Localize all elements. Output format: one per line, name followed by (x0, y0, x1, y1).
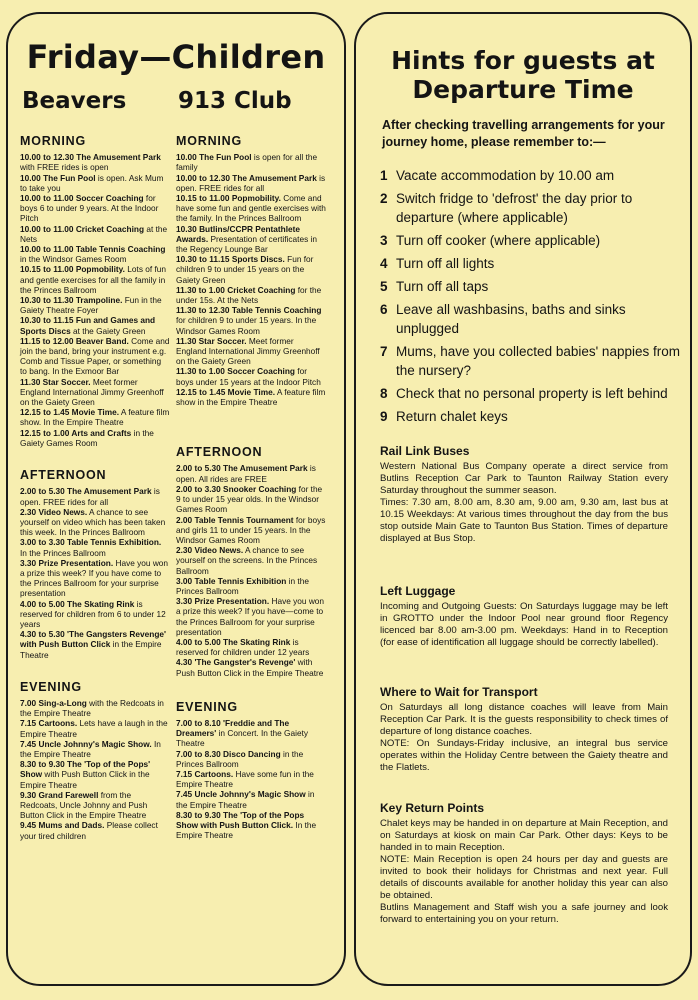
entry-time-title: 11.30 to 1.00 Soccer Coaching (176, 366, 295, 377)
schedule-entry (20, 315, 170, 335)
schedule-entry (176, 515, 326, 546)
schedule-entry (176, 769, 326, 789)
key-return-section (380, 802, 668, 926)
schedule-entry (20, 336, 170, 377)
entry-description: for the 9 to under 15 year olds. In the Windsor Games Room (176, 483, 323, 515)
wait-note: NOTE: On Sundays-Friday inclusive, an integral bus service operates within the Holiday Centre between the Gaiety theatre and the Flatlets. (380, 738, 668, 773)
entry-description: Lets have a laugh in the Empire Theatre (20, 718, 168, 739)
entry-time-title: 10.00 to 11.00 Soccer Coaching (20, 193, 144, 204)
schedule-entry (20, 224, 170, 244)
entry-time-title: 2.00 to 3.30 Snooker Coaching (176, 483, 297, 494)
schedule-entry (20, 428, 170, 448)
schedule-entry (176, 366, 326, 386)
entry-time-title: 4.00 to 5.00 The Skating Rink (176, 636, 291, 647)
checklist-number: 6 (380, 302, 388, 317)
schedule-entry (20, 244, 170, 264)
entry-description: Please collect your tired children (20, 820, 158, 841)
schedule-entry (176, 484, 326, 515)
key-heading: Key Return Points (380, 801, 485, 815)
entry-time-title: 9.45 Mums and Dads. (20, 820, 105, 831)
entry-description: is open. FREE rides for all (176, 172, 326, 193)
entry-time-title: 11.30 to 1.00 Cricket Coaching (176, 284, 296, 295)
schedule-entry (20, 152, 170, 172)
entry-description: in the Empire Theatre (20, 639, 162, 660)
entry-time-title: 8.30 to 9.30 The 'Top of the Pops' Show (20, 759, 151, 780)
beavers-column (20, 130, 170, 841)
checklist-number: 2 (380, 191, 388, 206)
entry-time-title: 10.00 to 12.30 The Amusement Park (176, 172, 317, 183)
hints-title (356, 46, 690, 104)
checklist-number: 5 (380, 279, 388, 294)
schedule-entry (176, 387, 326, 407)
entry-description: In the Empire Theatre (176, 819, 317, 841)
entry-time-title: 8.30 to 9.30 The 'Top of the Pops Show with Push Button Click. (176, 809, 305, 830)
entry-description: with the Redcoats in the Empire Theatre (20, 697, 164, 719)
checklist-item (380, 384, 680, 403)
entry-description: at the Nets (20, 223, 168, 244)
schedule-entry (20, 537, 170, 557)
entry-description: Come and join the band, bring your instrument e.g. Comb and Tissue Paper, or something to bang. In the Exmoor Bar (20, 335, 170, 377)
entry-description: In the Empire Theatre (20, 738, 161, 759)
entry-description: in the Gaiety Games Room (20, 427, 154, 448)
beavers-morning-heading: MORNING (20, 134, 87, 148)
schedule-entry (176, 305, 326, 336)
entry-description: Have you won a prize this week? If you have—come to the Princes Ballroom for your surprise presentation (176, 596, 325, 637)
schedule-entry (176, 224, 326, 255)
entry-time-title: 4.30 'The Gangster's Revenge' (176, 657, 296, 668)
entry-description: in the Princes Ballroom (176, 575, 309, 596)
entry-description: with FREE rides is open (20, 162, 109, 173)
entry-description: with Push Button Click in the Empire Theatre (20, 769, 150, 790)
schedule-entry (176, 657, 326, 677)
club-column (176, 130, 326, 840)
entry-time-title: 2.30 Video News. (176, 545, 244, 556)
checklist-number: 8 (380, 386, 388, 401)
entry-time-title: 12.15 to 1.00 Arts and Crafts (20, 427, 132, 438)
club-afternoon-heading: AFTERNOON (176, 445, 263, 460)
checklist-item (380, 342, 680, 380)
entry-description: in Concert. In the Gaiety Theatre (176, 728, 309, 749)
club-evening-heading: EVENING (176, 699, 238, 714)
entry-description: is open for all the family (176, 152, 318, 173)
checklist-item (380, 407, 680, 426)
checklist-text: Turn off all taps (396, 279, 489, 294)
schedule-entry (176, 285, 326, 305)
hints-title-line1: Hints for guests at (391, 46, 655, 75)
checklist-item (380, 231, 680, 250)
checklist-item (380, 300, 680, 338)
rail-text: Western National Bus Company operate a direct service from Butlins Reception Car Park to Taunton Railway Station every Saturday throughout the summer season. (380, 461, 668, 496)
entry-description: Presentation of certificates in the Regency Lounge Bar (176, 233, 317, 255)
left-luggage-section (380, 585, 668, 649)
checklist-text: Turn off all lights (396, 256, 495, 271)
schedule-entry (176, 545, 326, 576)
entry-time-title: 10.30 Butlins/CCPR Pentathlete Awards. (176, 223, 301, 244)
entry-description: for children 9 to under 15 years. In the Windsor Games Room (176, 315, 317, 336)
entry-time-title: 10.30 to 11.15 Sports Discs. (176, 254, 285, 265)
hints-title-line2: Departure Time (412, 75, 634, 104)
entry-time-title: 3.30 Prize Presentation. (176, 596, 270, 607)
entry-description: in the Windsor Games Room (20, 254, 127, 265)
schedule-entry (176, 596, 326, 637)
schedule-entry (176, 173, 326, 193)
entry-time-title: 2.30 Video News. (20, 506, 88, 517)
entry-time-title: 7.15 Cartoons. (20, 718, 78, 729)
entry-description: Meet former England International Jimmy Greenhoff on the Gaiety Green (20, 376, 164, 408)
entry-time-title: 7.00 Sing-a-Long (20, 697, 87, 708)
schedule-entry (176, 254, 326, 285)
entry-description: In the Princes Ballroom (20, 547, 106, 558)
departure-hints-panel (354, 12, 692, 986)
page-title: Friday—Children (26, 38, 326, 76)
entry-time-title: 7.45 Uncle Johnny's Magic Show. (20, 738, 152, 749)
entry-time-title: 7.45 Uncle Johnny's Magic Show (176, 789, 306, 800)
checklist-number: 1 (380, 168, 388, 183)
rail-heading: Rail Link Buses (380, 444, 470, 458)
hints-intro: After checking travelling arrangements for your journey home, please remember to:— (382, 118, 665, 149)
wait-heading: Where to Wait for Transport (380, 685, 538, 699)
entry-time-title: 10.30 to 11.30 Trampoline. (20, 295, 123, 306)
entry-description: in the Princes Ballroom (176, 748, 304, 769)
entry-time-title: 9.30 Grand Farewell (20, 789, 99, 800)
entry-description: is reserved for children from 6 to under 12 years (20, 598, 166, 629)
checklist-number: 7 (380, 344, 388, 359)
schedule-entry (176, 463, 326, 483)
checklist-item (380, 189, 680, 227)
entry-time-title: 10.00 The Fun Pool (176, 152, 252, 163)
club-heading: 913 Club (178, 88, 292, 114)
schedule-entry (20, 507, 170, 538)
entry-description: is open. Ask Mum to take you (20, 172, 164, 193)
schedule-entry (176, 749, 326, 769)
entry-description: Have some fun in the Empire Theatre (176, 768, 314, 790)
schedule-entry (20, 759, 170, 790)
entry-description: in the Empire Theatre (176, 789, 315, 810)
checklist-text: Vacate accommodation by 10.00 am (396, 168, 615, 183)
schedule-entry (20, 377, 170, 408)
club-morning-list (176, 152, 326, 407)
entry-time-title: 3.30 Prize Presentation. (20, 557, 114, 568)
entry-description: is open. FREE rides for all (20, 486, 160, 507)
entry-time-title: 7.15 Cartoons. (176, 768, 234, 779)
entry-time-title: 10.00 The Fun Pool (20, 172, 96, 183)
schedule-entry (20, 820, 170, 840)
entry-time-title: 10.00 to 12.30 The Amusement Park (20, 152, 161, 163)
entry-description: Fun in the Gaiety Theatre Foyer (20, 295, 162, 316)
schedule-entry (176, 810, 326, 841)
schedule-entry (176, 637, 326, 657)
schedule-entry (20, 486, 170, 506)
schedule-entry (20, 718, 170, 738)
schedule-entry (20, 407, 170, 427)
beavers-afternoon-heading: AFTERNOON (20, 468, 107, 483)
beavers-evening-list (20, 698, 170, 841)
entry-description: for boys and girls 11 to under 15 years. In the Windsor Games Room (176, 514, 326, 545)
rail-link-section (380, 445, 668, 545)
entry-time-title: 2.00 Table Tennis Tournament (176, 514, 294, 525)
entry-time-title: 11.15 to 12.00 Beaver Band. (20, 335, 129, 346)
checklist-item (380, 254, 680, 273)
entry-time-title: 7.00 to 8.10 'Freddie and The Dreamers' (176, 717, 290, 739)
entry-description: for boys 6 to under 9 years. At the Indoor Pitch (20, 193, 159, 224)
checklist-number: 4 (380, 256, 388, 271)
key-farewell: Butlins Management and Staff wish you a safe journey and look forward to entertaining you on your return. (380, 902, 668, 925)
checklist-text: Check that no personal property is left behind (396, 386, 668, 401)
checklist-text: Leave all washbasins, baths and sinks unplugged (396, 302, 626, 336)
beavers-heading: Beavers (22, 88, 127, 114)
schedule-entry (176, 336, 326, 367)
schedule-entry (20, 264, 170, 295)
entry-description: for the under 15s. At the Nets (176, 284, 322, 306)
entry-time-title: 12.15 to 1.45 Movie Time. (176, 386, 275, 397)
entry-time-title: 3.00 Table Tennis Exhibition (176, 575, 287, 586)
entry-description: from the Redcoats, Uncle Johnny and Push Button Click in the Empire Theatre (20, 789, 148, 821)
schedule-entry (176, 193, 326, 224)
schedule-entry (20, 193, 170, 224)
schedule-entry (176, 718, 326, 749)
entry-description: A feature film show. In the Empire Theatre (20, 407, 170, 428)
schedule-entry (20, 790, 170, 821)
schedule-entry (176, 789, 326, 809)
schedule-entry (20, 558, 170, 599)
entry-description: Have you won a prize this week? If you have come to the Princes Ballroom for your surprise presentation (20, 557, 169, 599)
entry-time-title: 3.00 to 3.30 Table Tennis Exhibition. (20, 537, 162, 548)
club-evening-list (176, 718, 326, 840)
entry-description: at the Gaiety Green (70, 325, 146, 336)
entry-description: A chance to see yourself on video which has been taken this week. In the Princes Ballroom (20, 506, 166, 538)
entry-description: is open. All rides are FREE (176, 463, 316, 484)
club-afternoon-list (176, 463, 326, 677)
entry-time-title: 2.00 to 5.30 The Amusement Park (20, 486, 152, 497)
schedule-entry (176, 152, 326, 172)
schedule-entry (176, 576, 326, 596)
departure-checklist (380, 166, 680, 430)
children-schedule-panel (6, 12, 346, 986)
entry-time-title: 2.00 to 5.30 The Amusement Park (176, 463, 308, 474)
wait-text: On Saturdays all long distance coaches will leave from Main Reception Car Park. It is the guests responsibility to check times of departure of long distance coaches. (380, 702, 668, 737)
checklist-item (380, 166, 680, 185)
entry-description: for boys under 15 years at the Indoor Pitch (176, 366, 321, 387)
checklist-text: Return chalet keys (396, 409, 508, 424)
entry-time-title: 11.30 Star Soccer. (20, 376, 91, 387)
entry-description: is reserved for children under 12 years (176, 636, 310, 658)
schedule-entry (20, 629, 170, 660)
entry-time-title: 7.00 to 8.30 Disco Dancing (176, 748, 281, 759)
checklist-number: 3 (380, 233, 388, 248)
entry-description: Lots of fun and gentle exercises for all the family in the Princes Ballroom (20, 264, 167, 295)
beavers-morning-list (20, 152, 170, 448)
checklist-text: Turn off cooker (where applicable) (396, 233, 601, 248)
entry-time-title: 11.30 Star Soccer. (176, 335, 247, 346)
entry-time-title: 4.30 to 5.30 'The Gangsters Revenge' with Push Button Click (20, 629, 166, 650)
entry-time-title: 10.30 to 11.15 Fun and Games and Sports Discs (20, 315, 156, 336)
schedule-entry (20, 698, 170, 718)
key-note: NOTE: Main Reception is open 24 hours per day and guests are invited to book their holidays for Christmas and next year. Full details of discounts available for another holiday this year can also be obtained. (380, 854, 668, 901)
schedule-entry (20, 173, 170, 193)
entry-description: A feature film show in the Empire Theatre (176, 386, 326, 408)
entry-description: Meet former England International Jimmy Greenhoff on the Gaiety Green (176, 335, 320, 367)
rail-times: Times: 7.30 am, 8.00 am, 8.30 am, 9.00 am, 9.30 am, last bus at 10.15 Weekdays: At various times throughout the day from the bus stop outside Main Gate to Taunton Bus Station. Times of departure displayed at Bus Stop. (380, 497, 668, 544)
entry-time-title: 10.15 to 11.00 Popmobility. (176, 193, 281, 204)
entry-time-title: 10.00 to 11.00 Cricket Coaching (20, 223, 145, 234)
beavers-afternoon-list (20, 486, 170, 659)
entry-description: Fun for children 9 to under 15 years on the Gaiety Green (176, 254, 314, 285)
entry-time-title: 10.00 to 11.00 Table Tennis Coaching (20, 244, 166, 255)
luggage-text: Incoming and Outgoing Guests: On Saturdays luggage may be left in GROTTO under the Indoor Pool near ground floor Regency licenced bar 8.00 am-3.00 pm. Weekdays: Hand in to Reception (for ease of identification all luggage should be correctly labelled). (380, 601, 668, 648)
entry-time-title: 4.00 to 5.00 The Skating Rink (20, 598, 135, 609)
entry-time-title: 11.30 to 12.30 Table Tennis Coaching (176, 305, 322, 316)
club-morning-heading: MORNING (176, 134, 243, 148)
schedule-entry (20, 599, 170, 630)
checklist-number: 9 (380, 409, 388, 424)
transport-wait-section (380, 686, 668, 774)
checklist-text: Switch fridge to 'defrost' the day prior to departure (where applicable) (396, 191, 633, 225)
beavers-evening-heading: EVENING (20, 679, 82, 694)
entry-time-title: 12.15 to 1.45 Movie Time. (20, 407, 119, 418)
checklist-item (380, 277, 680, 296)
entry-description: Come and have some fun and gentle exercises with the family. In the Princes Ballroom (176, 193, 326, 224)
key-text: Chalet keys may be handed in on departure at Main Reception, and on Saturdays at kiosk on main Car Park. Other days: Keys to be handed in to main Reception. (380, 818, 668, 853)
entry-description: A chance to see yourself on the screens. In the Princes Ballroom (176, 545, 318, 576)
entry-description: with Push Button Click in the Empire Theatre (176, 657, 324, 678)
schedule-entry (20, 739, 170, 759)
schedule-entry (20, 295, 170, 315)
checklist-text: Mums, have you collected babies' nappies from the nursery? (396, 344, 680, 378)
entry-time-title: 10.15 to 11.00 Popmobility. (20, 264, 125, 275)
luggage-heading: Left Luggage (380, 584, 456, 598)
